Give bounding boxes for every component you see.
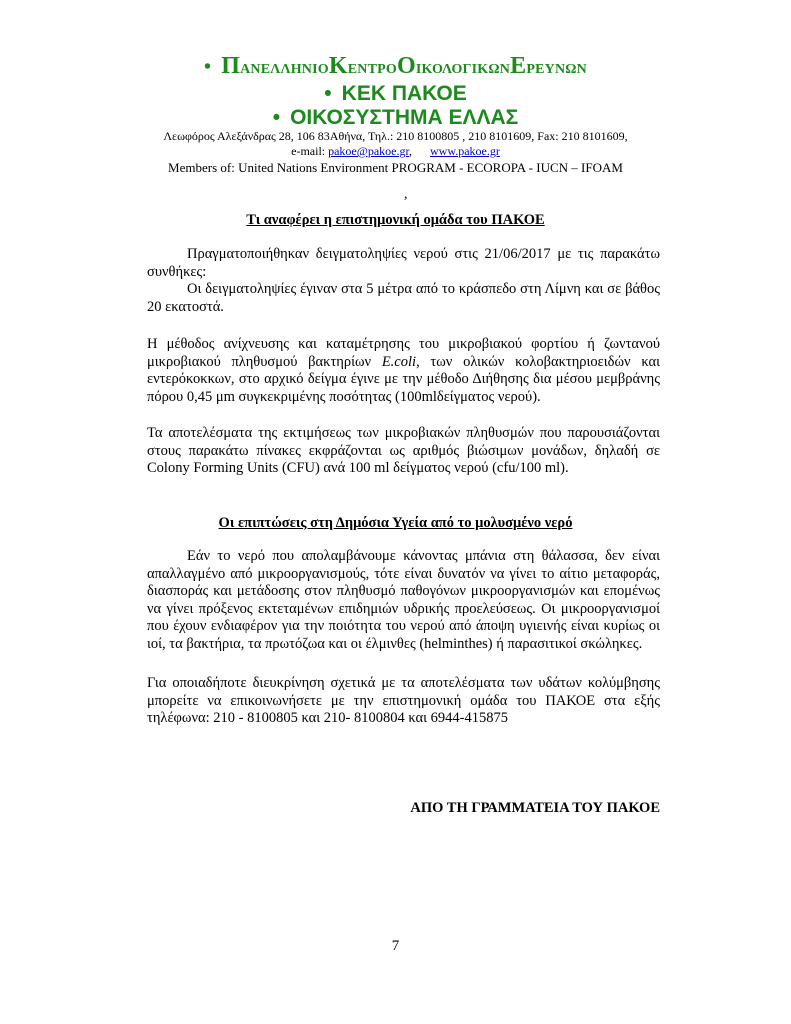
section-title-public-health: Οι επιπτώσεις στη Δημόσια Υγεία από το μολυσμένο νερό [218, 515, 573, 531]
stray-comma: , [404, 187, 408, 202]
members-line: Members of: United Nations Environment PROGRAM - ECOROPA - IUCN – IFOAM [168, 160, 623, 175]
ecosystem-name: ΟΙΚΟΣΥΣΤΗΜΑ ΕΛΛΑΣ [290, 106, 519, 129]
method-text-cont: , των ολικών κολοβακτηριοειδών και εντερόκοκκων, στο αρχικό δείγμα έγινε με την μέθοδο Διήθησης δια μέσου μεμβράνης πόρου 0,45 μm συγκεκριμένης ποσότητας (100mlδείγματος νερού). [147, 353, 660, 405]
paragraph-results: Τα αποτελέσματα της εκτιμήσεως των μικροβιακών πληθυσμών που παρουσιάζονται στους παρακάτω πίνακες εκφράζονται ως αριθμός βιώσιμων μονάδων, δηλαδή σε Colony Forming Units (CFU) ανά 100 ml δείγματος νερού (cfu/100 ml). [147, 425, 660, 476]
kek-name: ΚΕΚ ΠΑΚΟΕ [341, 82, 467, 105]
org-word-rest: ΡΕΥΝΩΝ [526, 62, 587, 77]
section-title-scientific-team: Τι αναφέρει η επιστημονική ομάδα του ΠΑΚΟΕ [246, 212, 545, 228]
org-word-rest: ΙΚΟΛΟΓΙΚΩΝ [415, 62, 511, 77]
org-initial: Π [221, 53, 241, 79]
kek-line [0, 82, 791, 106]
bullet-icon: • [324, 82, 332, 105]
org-initial: Ε [510, 53, 527, 79]
paragraph-method [147, 336, 660, 406]
paragraph-health-effects: Εάν το νερό που απολαμβάνουμε κάνοντας μπάνια στη θάλασσα, δεν είναι απαλλαγμένο από μικροοργανισμούς, τότε είναι δυνατόν να γίνει το αίτιο μεταφοράς, διασποράς και μετάδοσης στον πληθυσμό παθογόνων μικροοργανισμών και επομένως να γίνει πρόξενος εκτεταμένων επιδημιών υδρικής προελεύσεως. Οι μικροοργανισμοί που έχουν ενδιαφέρον για την ποιότητα του νερού από άποψη υγιεινής είναι κυρίως οι ιοί, τα βακτήρια, τα πρωτόζωα και οι έλμινθες (helminthes) ή παρασιτικοί σκώληκες. [147, 548, 660, 652]
paragraph-sampling-location: Οι δειγματοληψίες έγιναν στα 5 μέτρα από το κράσπεδο στη Λίμνη και σε βάθος 20 εκατοστά. [147, 281, 660, 315]
method-text: Η μέθοδος ανίχνευσης και καταμέτρησης του μικροβιακού φορτίου ή ζωντανού μικροβιακού πληθυσμού βακτηρίων [147, 336, 660, 370]
page-number: 7 [391, 938, 400, 954]
org-word-rest: ΕΝΤΡΟ [347, 62, 397, 77]
paragraph-sampling-date: Πραγματοποιήθηκαν δειγματοληψίες νερού στις 21/06/2017 με τις παρακάτω συνθήκες: [147, 246, 660, 280]
ecosystem-line [0, 106, 791, 130]
bullet-icon: • [204, 56, 212, 78]
org-initial: Ο [396, 53, 416, 79]
address-line: Λεωφόρος Αλεξάνδρας 28, 106 83Αθήνα, Τηλ.: 210 8100805 , 210 8101609, Fax: 210 8101609, [163, 129, 628, 143]
email-link[interactable]: pakoe@pakoe.gr [328, 144, 409, 158]
org-word-rest: ΑΝΕΛΛΗΝΙΟ [240, 62, 329, 77]
ecoli-term: E.coli [381, 353, 417, 370]
org-name-line [0, 53, 791, 80]
signature: ΑΠΟ ΤΗ ΓΡΑΜΜΑΤΕΙΑ ΤΟΥ ΠΑΚΟΕ [410, 800, 660, 816]
org-initial: Κ [328, 53, 348, 79]
email-label: e-mail: [291, 144, 329, 158]
contact-line: e-mail: pakoe@pakoe.gr, www.pakoe.gr [291, 144, 500, 158]
website-link[interactable]: www.pakoe.gr [429, 144, 500, 158]
paragraph-contact: Για οποιαδήποτε διευκρίνηση σχετικά με τα αποτελέσματα των υδάτων κολύμβησης μπορείτε να επικοινωνήσετε με την επιστημονική ομάδα του ΠΑΚΟΕ στα εξής τηλέφωνα: 210 - 8100805 και 210- 8100804 και 6944-415875 [147, 675, 660, 726]
bullet-icon: • [272, 106, 281, 129]
